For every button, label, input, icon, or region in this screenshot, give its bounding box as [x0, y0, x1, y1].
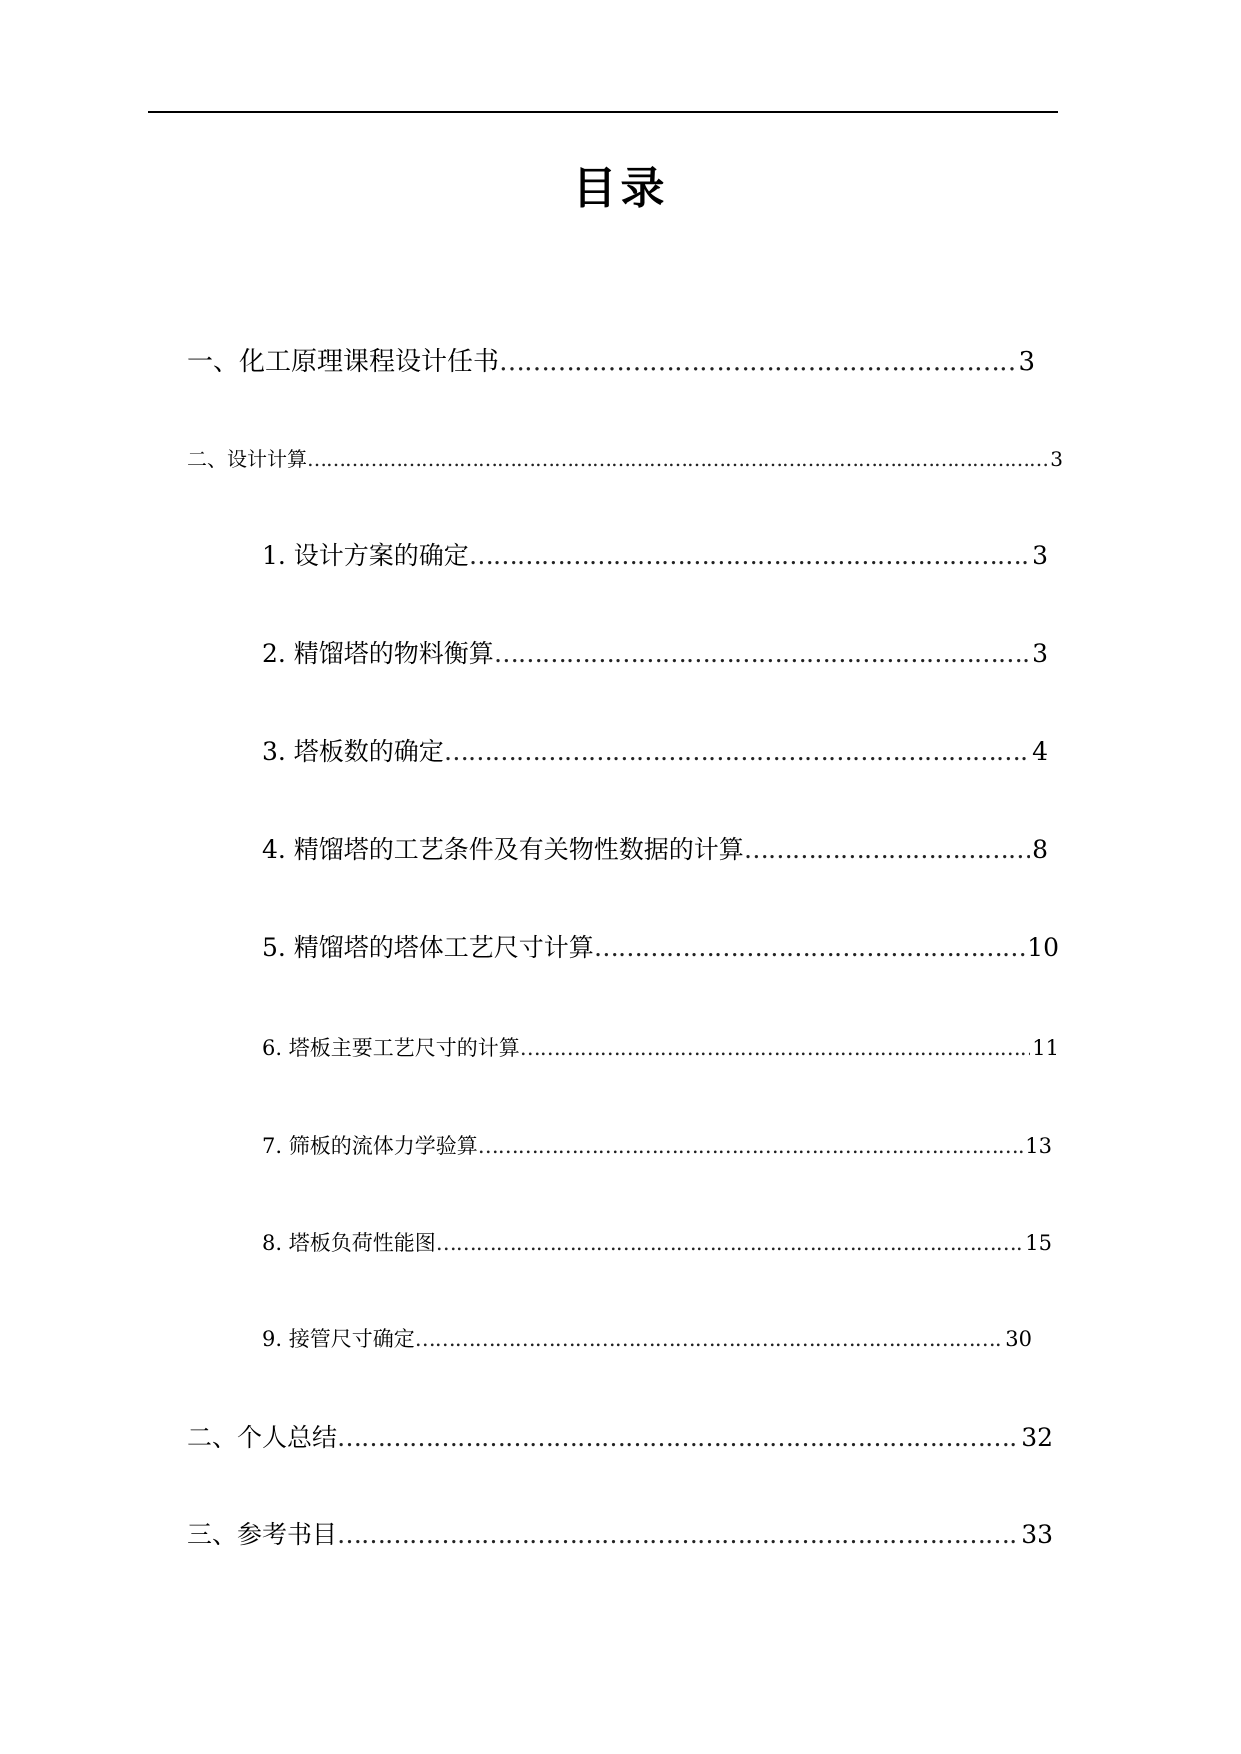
toc-entry-plate-dimensions[interactable]: [262, 1032, 1059, 1062]
header-rule: [148, 111, 1058, 113]
toc-entry-nozzle-sizing[interactable]: [262, 1323, 1032, 1353]
toc-leader: [499, 347, 1016, 377]
toc-leader: [436, 1231, 1024, 1255]
toc-entry-task-book[interactable]: [187, 341, 1035, 378]
toc-label: 一、化工原理课程设计任书: [187, 347, 500, 377]
toc-label: 7. 筛板的流体力学验算: [262, 1134, 478, 1158]
toc-label: 9. 接管尺寸确定: [262, 1327, 415, 1351]
toc-label: 三、参考书目: [187, 1520, 338, 1549]
toc-label: 5. 精馏塔的塔体工艺尺寸计算: [262, 933, 594, 962]
toc-entry-design-calculation[interactable]: [187, 443, 1063, 472]
toc-leader: [744, 835, 1030, 864]
toc-page-number: 33: [1021, 1520, 1053, 1549]
toc-label: 二、设计计算: [187, 447, 307, 471]
toc-leader: [478, 1134, 1024, 1158]
page-title: 目录: [572, 163, 669, 214]
toc-entry-load-performance[interactable]: [262, 1227, 1052, 1257]
toc-label: 3. 塔板数的确定: [262, 737, 444, 766]
toc-leader: [337, 1520, 1019, 1549]
toc-page-number: 30: [1005, 1327, 1032, 1351]
toc-entry-plate-number[interactable]: [262, 732, 1048, 768]
toc-page-number: 3: [1018, 347, 1035, 377]
toc-label: 2. 精馏塔的物料衡算: [262, 639, 494, 668]
toc-page-number: 15: [1025, 1231, 1052, 1255]
toc-leader: [444, 737, 1030, 766]
toc-entry-hydraulics-check[interactable]: [262, 1130, 1052, 1160]
toc-label: 1. 设计方案的确定: [262, 541, 469, 570]
toc-page-number: 3: [1050, 447, 1063, 471]
toc-entry-process-conditions[interactable]: [262, 830, 1048, 866]
toc-label: 8. 塔板负荷性能图: [262, 1231, 436, 1255]
toc-leader: [494, 639, 1030, 668]
toc-page-number: 11: [1032, 1036, 1059, 1060]
toc-entry-material-balance[interactable]: [262, 634, 1048, 670]
toc-entry-tower-dimensions[interactable]: [262, 928, 1059, 964]
toc-leader: [520, 1036, 1031, 1060]
toc-page-number: 32: [1021, 1423, 1053, 1452]
toc-label: 二、个人总结: [187, 1423, 338, 1452]
toc-leader: [415, 1327, 1004, 1351]
toc-entry-design-scheme[interactable]: [262, 536, 1048, 572]
toc-leader: [469, 541, 1030, 570]
toc-page-number: 10: [1027, 933, 1059, 962]
toc-label: 4. 精馏塔的工艺条件及有关物性数据的计算: [262, 835, 744, 864]
toc-page-number: 8: [1032, 835, 1048, 864]
toc-entry-personal-summary[interactable]: [187, 1418, 1053, 1454]
toc-entry-references[interactable]: [187, 1515, 1053, 1551]
toc-page-number: 3: [1032, 639, 1048, 668]
toc-page-number: 4: [1032, 737, 1048, 766]
toc-page-number: 3: [1032, 541, 1048, 570]
toc-label: 6. 塔板主要工艺尺寸的计算: [262, 1036, 520, 1060]
toc-leader: [337, 1423, 1019, 1452]
toc-page-number: 13: [1025, 1134, 1052, 1158]
toc-leader: [594, 933, 1025, 962]
toc-leader: [307, 447, 1048, 471]
